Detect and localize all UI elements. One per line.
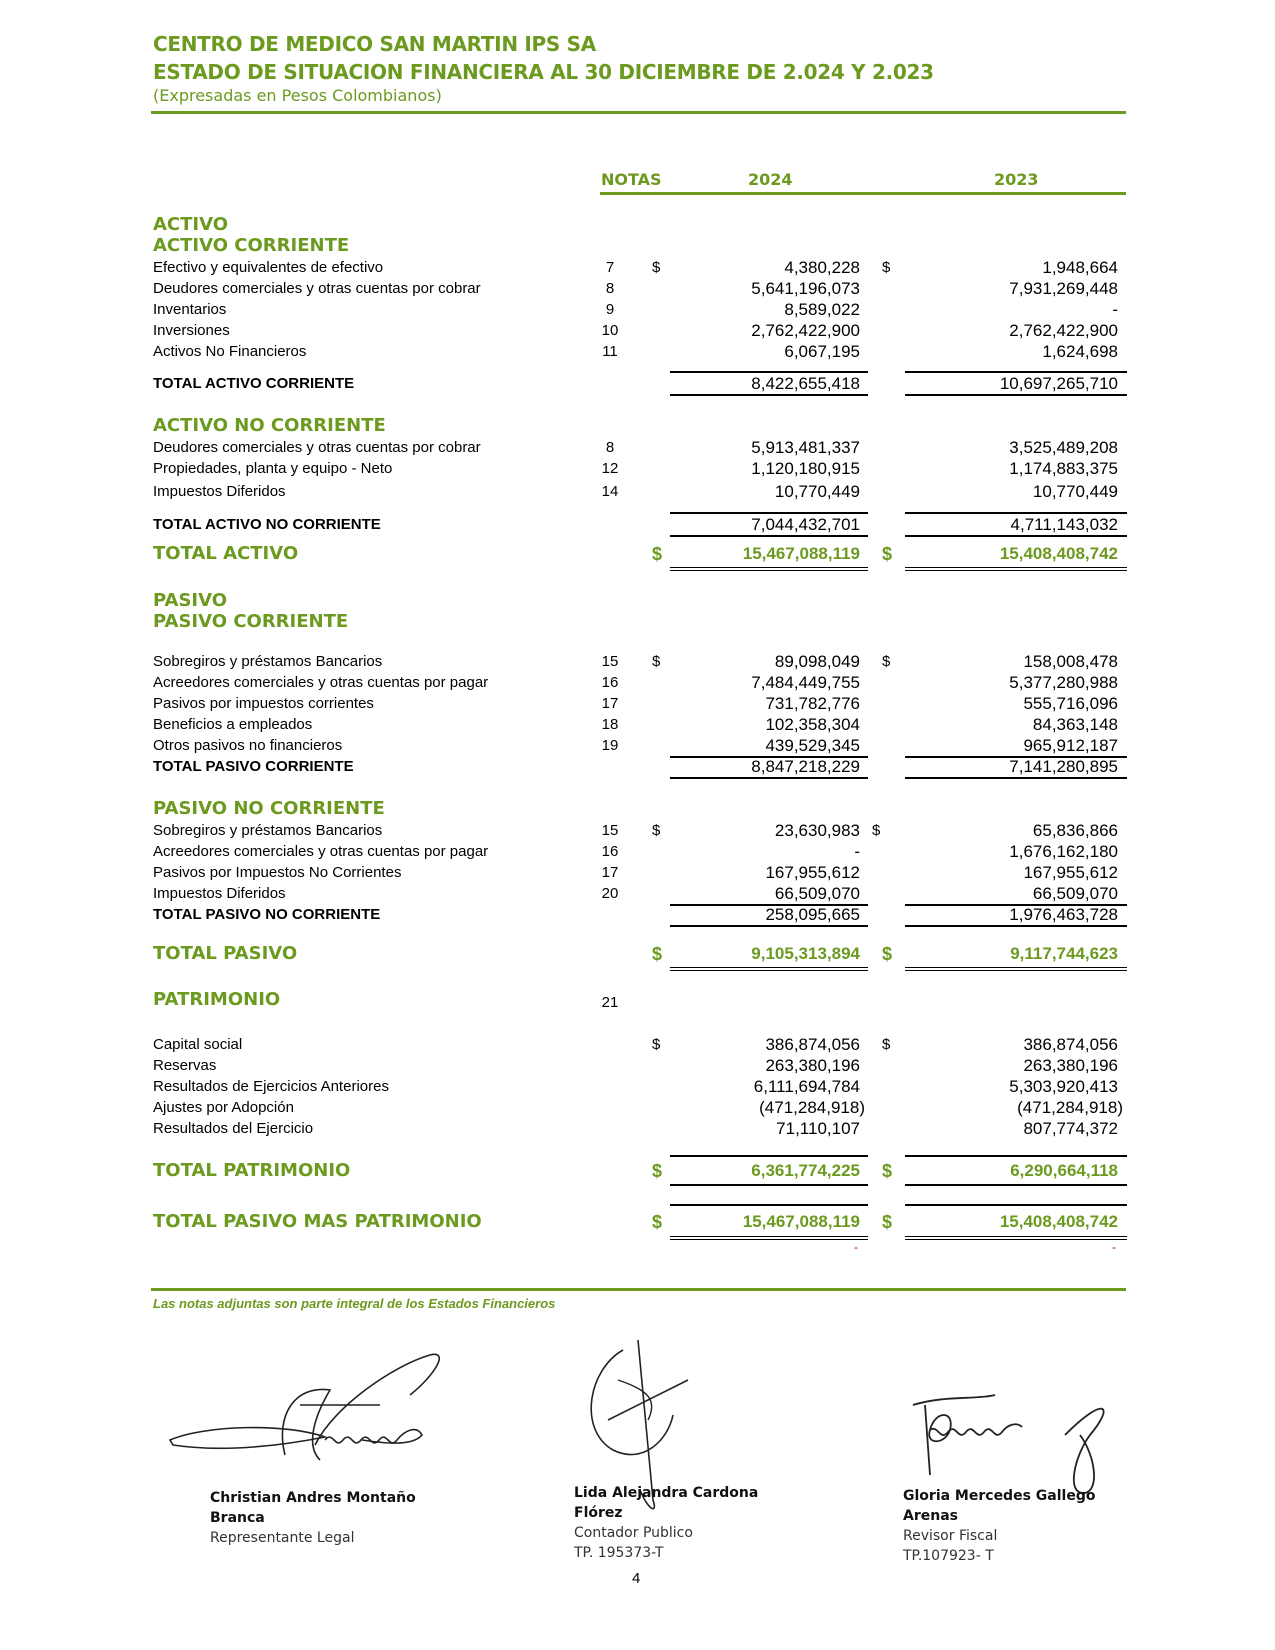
- value-2024: 8,589,022: [784, 300, 860, 319]
- signer-name-line2: Flórez: [574, 1505, 623, 1521]
- value-2024: (471,284,918): [759, 1098, 865, 1117]
- value-2023: -: [1112, 300, 1118, 319]
- signer-name: Christian Andres Montaño: [210, 1490, 416, 1506]
- row-note: 17: [601, 864, 619, 881]
- value-2023: 9,117,744,623: [1010, 944, 1118, 963]
- value-2023: 65,836,866: [1032, 821, 1118, 840]
- currency-symbol: $: [652, 259, 661, 276]
- patrimonio-note-row: [0, 992, 1275, 1013]
- value-2024: 731,782,776: [765, 694, 860, 713]
- row-label: TOTAL ACTIVO CORRIENTE: [153, 375, 355, 392]
- section-pasivo-corriente: PASIVO CORRIENTE: [153, 611, 349, 632]
- section-activo-no-corriente: ACTIVO NO CORRIENTE: [153, 415, 386, 436]
- signer-name: Lida Alejandra Cardona: [574, 1485, 759, 1501]
- value-2023: 965,912,187: [1023, 736, 1118, 755]
- double-underline: [670, 967, 868, 971]
- total-row: [0, 514, 1275, 535]
- value-2024: 167,955,612: [765, 863, 860, 882]
- value-2024: 8,847,218,229: [751, 757, 860, 776]
- value-2024: -: [854, 842, 860, 861]
- row-note: 16: [601, 674, 619, 691]
- row-note: 8: [605, 439, 615, 456]
- table-row: [0, 820, 1275, 841]
- currency-symbol: $: [882, 653, 891, 670]
- value-2024: 263,380,196: [765, 1056, 860, 1075]
- currency-symbol: $: [882, 1212, 893, 1232]
- row-label: TOTAL ACTIVO NO CORRIENTE: [153, 516, 381, 533]
- check-mark-2024: -: [854, 1240, 858, 1254]
- row-label: TOTAL PASIVO: [153, 943, 298, 964]
- row-note: 15: [601, 653, 619, 670]
- row-label: TOTAL PASIVO MAS PATRIMONIO: [153, 1211, 482, 1232]
- table-row: [0, 672, 1275, 693]
- value-2024: 386,874,056: [765, 1035, 860, 1054]
- table-row: [0, 714, 1275, 735]
- row-label: Acreedores comerciales y otras cuentas por pagar: [153, 843, 489, 860]
- row-label: Ajustes por Adopción: [153, 1099, 294, 1116]
- value-2023: 6,290,664,118: [1010, 1161, 1118, 1180]
- row-label: Deudores comerciales y otras cuentas por cobrar: [153, 280, 481, 297]
- row-note: 21: [601, 994, 619, 1011]
- currency-symbol: $: [882, 1036, 891, 1053]
- currency-symbol: $: [872, 822, 881, 839]
- row-note: 16: [601, 843, 619, 860]
- row-label: Pasivos por impuestos corrientes: [153, 695, 374, 712]
- currency-symbol: $: [652, 822, 661, 839]
- value-2024: 5,641,196,073: [751, 279, 860, 298]
- footer-rule: [151, 1288, 1126, 1291]
- sum-line: [670, 1184, 868, 1186]
- sum-line: [670, 1204, 868, 1206]
- row-note: 12: [601, 460, 619, 477]
- table-row: [0, 437, 1275, 458]
- table-row: [0, 862, 1275, 883]
- section-activo: ACTIVO: [153, 214, 229, 235]
- value-2023: 1,948,664: [1042, 258, 1118, 277]
- signer-name-line2: Arenas: [903, 1508, 958, 1524]
- row-note: 19: [601, 737, 619, 754]
- col-header-notes: NOTAS: [601, 170, 662, 189]
- row-note: 7: [605, 259, 615, 276]
- value-2023: 1,676,162,180: [1009, 842, 1118, 861]
- table-row: [0, 1097, 1275, 1118]
- value-2024: 439,529,345: [765, 736, 860, 755]
- value-2024: 6,067,195: [784, 342, 860, 361]
- double-underline: [905, 567, 1127, 571]
- section-pasivo-no-corriente: PASIVO NO CORRIENTE: [153, 798, 385, 819]
- total-row: [0, 756, 1275, 777]
- value-2024: 23,630,983: [774, 821, 860, 840]
- table-row: [0, 341, 1275, 362]
- sum-line: [905, 925, 1127, 927]
- value-2024: 1,120,180,915: [751, 459, 860, 478]
- value-2024: 7,484,449,755: [751, 673, 860, 692]
- header-rule: [151, 111, 1126, 114]
- double-underline: [670, 567, 868, 571]
- row-label: Resultados del Ejercicio: [153, 1120, 314, 1137]
- row-note: 8: [605, 280, 615, 297]
- row-label: TOTAL PASIVO NO CORRIENTE: [153, 906, 381, 923]
- value-2024: 10,770,449: [774, 482, 860, 501]
- row-label: TOTAL ACTIVO: [153, 543, 299, 564]
- currency-symbol: $: [652, 1036, 661, 1053]
- signature-block-legal-rep: [210, 1488, 416, 1548]
- signature-image-legal-rep: [165, 1345, 465, 1485]
- page-number: 4: [632, 1570, 641, 1587]
- signer-role: Contador Publico: [574, 1525, 693, 1541]
- currency-symbol: $: [652, 1161, 663, 1181]
- table-row: [0, 1034, 1275, 1055]
- value-2023: 10,770,449: [1032, 482, 1118, 501]
- value-2023: 158,008,478: [1023, 652, 1118, 671]
- table-row: [0, 299, 1275, 320]
- signer-role: Revisor Fiscal: [903, 1528, 998, 1544]
- row-note: 11: [602, 343, 618, 360]
- section-activo-corriente: ACTIVO CORRIENTE: [153, 235, 350, 256]
- currency-symbol: $: [652, 653, 661, 670]
- sum-line: [905, 1184, 1127, 1186]
- value-2023: 66,509,070: [1032, 884, 1118, 903]
- signature-block-accountant: [574, 1483, 758, 1563]
- signer-role: Representante Legal: [210, 1530, 355, 1546]
- table-row: [0, 1118, 1275, 1139]
- col-header-2023: 2023: [994, 170, 1039, 189]
- value-2024: 71,110,107: [776, 1119, 860, 1138]
- sum-line: [670, 925, 868, 927]
- row-label: Inventarios: [153, 301, 227, 318]
- total-row: [0, 373, 1275, 394]
- row-label: Activos No Financieros: [153, 343, 307, 360]
- sum-line: [905, 394, 1127, 396]
- signature-block-auditor: [903, 1486, 1095, 1566]
- value-2023: 1,174,883,375: [1009, 459, 1118, 478]
- row-label: Acreedores comerciales y otras cuentas por pagar: [153, 674, 489, 691]
- currency-symbol: $: [652, 544, 663, 564]
- currency-symbol: $: [882, 1161, 893, 1181]
- value-2023: 5,303,920,413: [1009, 1077, 1118, 1096]
- value-2023: 807,774,372: [1023, 1119, 1118, 1138]
- table-row: [0, 320, 1275, 341]
- row-label: Sobregiros y préstamos Bancarios: [153, 822, 383, 839]
- signer-license: TP. 195373-T: [574, 1545, 664, 1561]
- table-row: [0, 883, 1275, 904]
- value-2024: 15,467,088,119: [742, 544, 860, 563]
- value-2023: 7,141,280,895: [1009, 757, 1118, 776]
- value-2023: 263,380,196: [1023, 1056, 1118, 1075]
- check-mark-2023: -: [1112, 1240, 1116, 1254]
- value-2024: 15,467,088,119: [742, 1212, 860, 1231]
- row-note: 17: [601, 695, 619, 712]
- value-2024: 6,361,774,225: [751, 1161, 860, 1180]
- value-2023: 84,363,148: [1032, 715, 1118, 734]
- table-row: [0, 278, 1275, 299]
- table-row: [0, 1055, 1275, 1076]
- value-2024: 8,422,655,418: [751, 374, 860, 393]
- grand-total-row: [0, 1210, 1275, 1234]
- footnote: Las notas adjuntas son parte integral de los Estados Financieros: [153, 1296, 556, 1311]
- statement-subtitle: (Expresadas en Pesos Colombianos): [153, 86, 442, 105]
- value-2024: 102,358,304: [765, 715, 860, 734]
- row-note: 20: [601, 885, 619, 902]
- sum-line: [670, 394, 868, 396]
- sum-line: [905, 1204, 1127, 1206]
- row-label: PATRIMONIO: [153, 989, 281, 1010]
- table-row: [0, 651, 1275, 672]
- row-label: Propiedades, planta y equipo - Neto: [153, 460, 393, 477]
- row-label: Impuestos Diferidos: [153, 885, 286, 902]
- currency-symbol: $: [882, 544, 893, 564]
- table-row: [0, 481, 1275, 502]
- company-name: CENTRO DE MEDICO SAN MARTIN IPS SA: [153, 32, 596, 56]
- value-2023: (471,284,918): [1017, 1098, 1123, 1117]
- sum-line: [905, 1155, 1127, 1157]
- row-label: Impuestos Diferidos: [153, 483, 286, 500]
- value-2024: 9,105,313,894: [751, 944, 860, 963]
- total-row: [0, 904, 1275, 925]
- table-row: [0, 458, 1275, 479]
- column-header-rule: [600, 192, 1126, 195]
- grand-total-row: [0, 542, 1275, 566]
- document-header: [153, 30, 934, 106]
- row-note: 14: [601, 483, 619, 500]
- sum-line: [905, 535, 1127, 537]
- row-label: Sobregiros y préstamos Bancarios: [153, 653, 383, 670]
- currency-symbol: $: [652, 944, 663, 964]
- value-2024: 7,044,432,701: [751, 515, 860, 534]
- table-row: [0, 841, 1275, 862]
- value-2023: 1,624,698: [1042, 342, 1118, 361]
- value-2024: 5,913,481,337: [751, 438, 860, 457]
- value-2023: 3,525,489,208: [1009, 438, 1118, 457]
- signer-name-line2: Branca: [210, 1510, 265, 1526]
- table-row: [0, 1076, 1275, 1097]
- row-label: Pasivos por Impuestos No Corrientes: [153, 864, 402, 881]
- col-header-2024: 2024: [748, 170, 793, 189]
- value-2024: 2,762,422,900: [751, 321, 860, 340]
- double-underline: [905, 967, 1127, 971]
- row-note: 9: [605, 301, 615, 318]
- grand-total-row: [0, 942, 1275, 966]
- row-label: Reservas: [153, 1057, 217, 1074]
- signer-name: Gloria Mercedes Gallego: [903, 1488, 1096, 1504]
- value-2023: 386,874,056: [1023, 1035, 1118, 1054]
- row-label: Resultados de Ejercicios Anteriores: [153, 1078, 389, 1095]
- double-underline: [905, 1236, 1127, 1240]
- signer-license: TP.107923- T: [903, 1548, 994, 1564]
- statement-title: ESTADO DE SITUACION FINANCIERA AL 30 DICIEMBRE DE 2.024 Y 2.023: [153, 60, 934, 84]
- grand-total-row: [0, 1159, 1275, 1183]
- value-2024: 6,111,694,784: [753, 1077, 860, 1096]
- row-note: 15: [601, 822, 619, 839]
- value-2023: 555,716,096: [1023, 694, 1118, 713]
- row-label: Otros pasivos no financieros: [153, 737, 343, 754]
- row-label: Deudores comerciales y otras cuentas por cobrar: [153, 439, 481, 456]
- row-label: Inversiones: [153, 322, 230, 339]
- value-2023: 10,697,265,710: [999, 374, 1118, 393]
- value-2024: 258,095,665: [765, 905, 860, 924]
- table-row: [0, 735, 1275, 756]
- value-2023: 15,408,408,742: [999, 544, 1118, 563]
- value-2023: 7,931,269,448: [1009, 279, 1118, 298]
- value-2024: 89,098,049: [774, 652, 860, 671]
- sum-line: [670, 1155, 868, 1157]
- currency-symbol: $: [882, 944, 893, 964]
- double-underline: [670, 1236, 868, 1240]
- value-2023: 5,377,280,988: [1009, 673, 1118, 692]
- row-label: Beneficios a empleados: [153, 716, 313, 733]
- table-row: [0, 257, 1275, 278]
- sum-line: [670, 777, 868, 779]
- currency-symbol: $: [652, 1212, 663, 1232]
- sum-line: [905, 777, 1127, 779]
- section-pasivo: PASIVO: [153, 590, 228, 611]
- sum-line: [670, 535, 868, 537]
- value-2023: 1,976,463,728: [1009, 905, 1118, 924]
- table-row: [0, 693, 1275, 714]
- row-note: 10: [601, 322, 619, 339]
- value-2023: 15,408,408,742: [999, 1212, 1118, 1231]
- row-note: 18: [601, 716, 619, 733]
- value-2024: 4,380,228: [784, 258, 860, 277]
- row-label: TOTAL PATRIMONIO: [153, 1160, 351, 1181]
- currency-symbol: $: [882, 259, 891, 276]
- row-label: TOTAL PASIVO CORRIENTE: [153, 758, 354, 775]
- value-2023: 167,955,612: [1023, 863, 1118, 882]
- value-2024: 66,509,070: [774, 884, 860, 903]
- value-2023: 2,762,422,900: [1009, 321, 1118, 340]
- row-label: Capital social: [153, 1036, 243, 1053]
- row-label: Efectivo y equivalentes de efectivo: [153, 259, 384, 276]
- value-2023: 4,711,143,032: [1010, 515, 1118, 534]
